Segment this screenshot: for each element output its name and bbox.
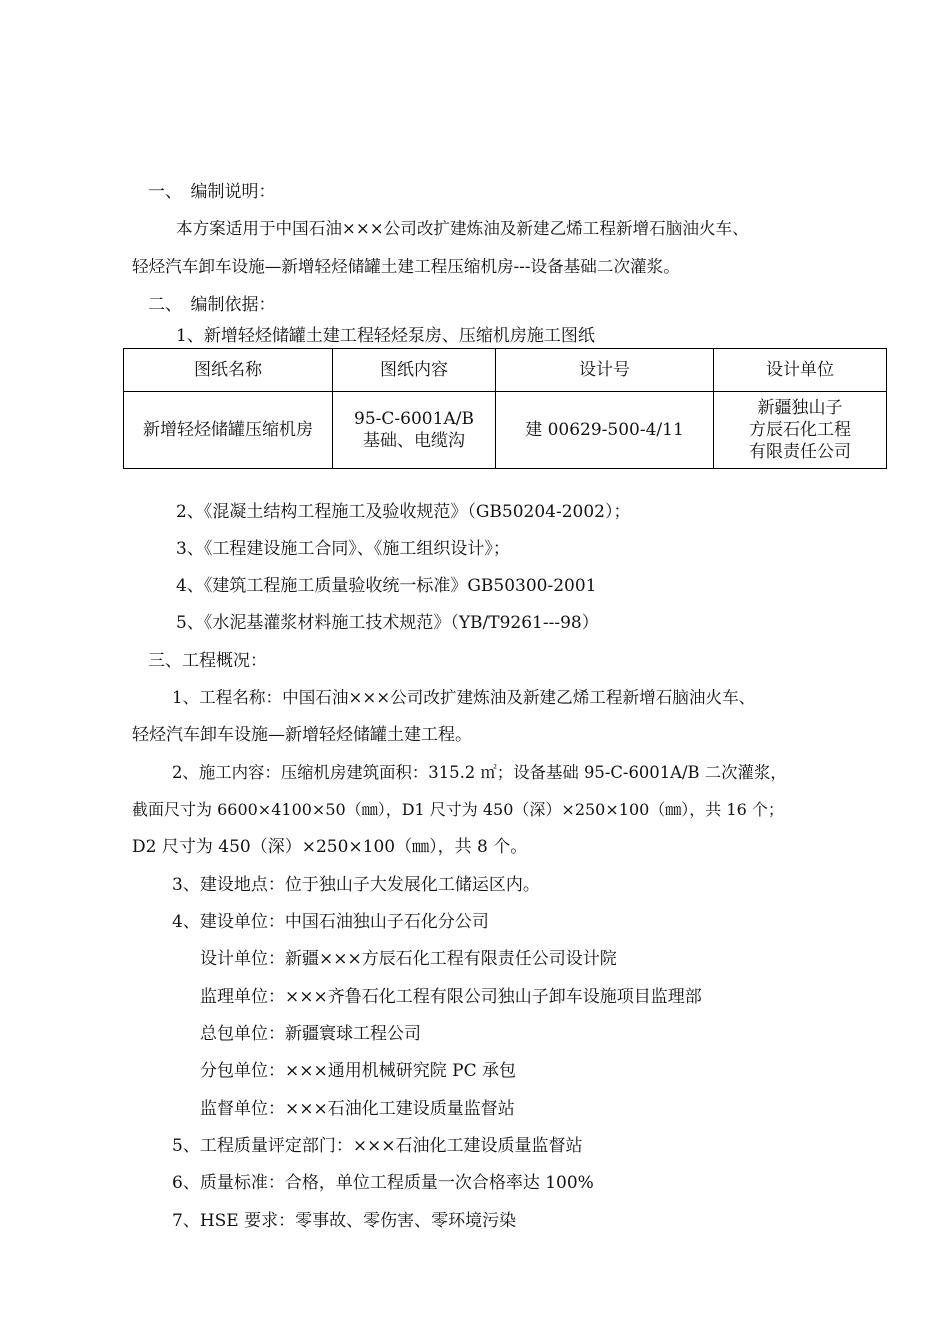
cell-drawing-content-line-2: 基础、电缆沟	[363, 431, 465, 451]
oversight-unit-line: 监督单位：×××石油化工建设质量监督站	[200, 1099, 515, 1119]
drawings-table	[123, 348, 887, 469]
overview-item-2-line-2: 截面尺寸为 6600×4100×50（㎜），D1 尺寸为 450（深）×250×100（㎜），共 16 个；	[132, 800, 784, 819]
table-header-row	[124, 349, 887, 392]
header-design-unit: 设计单位	[714, 349, 887, 392]
header-drawing-content: 图纸内容	[333, 349, 496, 392]
subcontractor-line: 分包单位：×××通用机械研究院 PC 承包	[200, 1061, 516, 1081]
cell-design-unit-line-2: 方辰石化工程	[749, 420, 851, 440]
header-drawing-name: 图纸名称	[124, 349, 333, 392]
supervision-unit-line: 监理单位：×××齐鲁石化工程有限公司独山子卸车设施项目监理部	[200, 987, 702, 1007]
overview-item-7: 7、HSE 要求：零事故、零伤害、零环境污染	[172, 1211, 517, 1231]
overview-item-1-line-1: 1、工程名称：中国石油×××公司改扩建炼油及新建乙烯工程新增石脑油火车、	[172, 688, 756, 707]
overview-item-3: 3、建设地点：位于独山子大发展化工储运区内。	[172, 875, 540, 895]
overview-item-6: 6、质量标准：合格，单位工程质量一次合格率达 100%	[172, 1173, 594, 1193]
general-contractor-line: 总包单位：新疆寰球工程公司	[200, 1024, 421, 1044]
cell-design-unit-line-1: 新疆独山子	[757, 398, 843, 418]
basis-item-2: 2、《混凝土结构工程施工及验收规范》（GB50204-2002）；	[176, 502, 631, 522]
overview-item-2-line-1: 2、施工内容：压缩机房建筑面积：315.2 ㎡；设备基础 95-C-6001A/B 二次灌浆，	[172, 763, 787, 782]
cell-design-number: 建 00629-500-4/11	[496, 392, 714, 469]
section-1-paragraph-line-2: 轻烃汽车卸车设施—新增轻烃储罐土建工程压缩机房---设备基础二次灌浆。	[132, 257, 680, 276]
cell-drawing-content-line-1: 95-C-6001A/B	[354, 409, 474, 429]
cell-design-unit-line-3: 有限责任公司	[749, 442, 851, 462]
cell-drawing-content	[333, 392, 496, 469]
cell-design-unit	[714, 392, 887, 469]
overview-item-1-line-2: 轻烃汽车卸车设施—新增轻烃储罐土建工程。	[132, 725, 472, 745]
basis-item-5: 5、《水泥基灌浆材料施工技术规范》（YB/T9261---98）	[176, 613, 599, 633]
section-1-heading: 一、 编制说明：	[148, 182, 276, 202]
table-row	[124, 392, 887, 469]
basis-item-4: 4、《建筑工程施工质量验收统一标准》GB50300-2001	[176, 576, 597, 596]
design-unit-line: 设计单位：新疆×××方辰石化工程有限责任公司设计院	[200, 949, 617, 969]
section-2-heading: 二、 编制依据：	[148, 295, 276, 315]
header-design-number: 设计号	[496, 349, 714, 392]
overview-item-5: 5、工程质量评定部门：×××石油化工建设质量监督站	[172, 1136, 583, 1156]
section-3-heading: 三、工程概况：	[148, 651, 267, 671]
section-1-paragraph-line-1: 本方案适用于中国石油×××公司改扩建炼油及新建乙烯工程新增石脑油火车、	[176, 219, 749, 238]
overview-item-2-line-3: D2 尺寸为 450（深）×250×100（㎜），共 8 个。	[132, 837, 528, 857]
basis-item-3: 3、《工程建设施工合同》、《施工组织设计》；	[176, 539, 510, 559]
overview-item-4: 4、建设单位：中国石油独山子石化分公司	[172, 912, 489, 932]
basis-item-1: 1、新增轻烃储罐土建工程轻烃泵房、压缩机房施工图纸	[176, 326, 595, 346]
cell-drawing-name: 新增轻烃储罐压缩机房	[124, 392, 333, 469]
